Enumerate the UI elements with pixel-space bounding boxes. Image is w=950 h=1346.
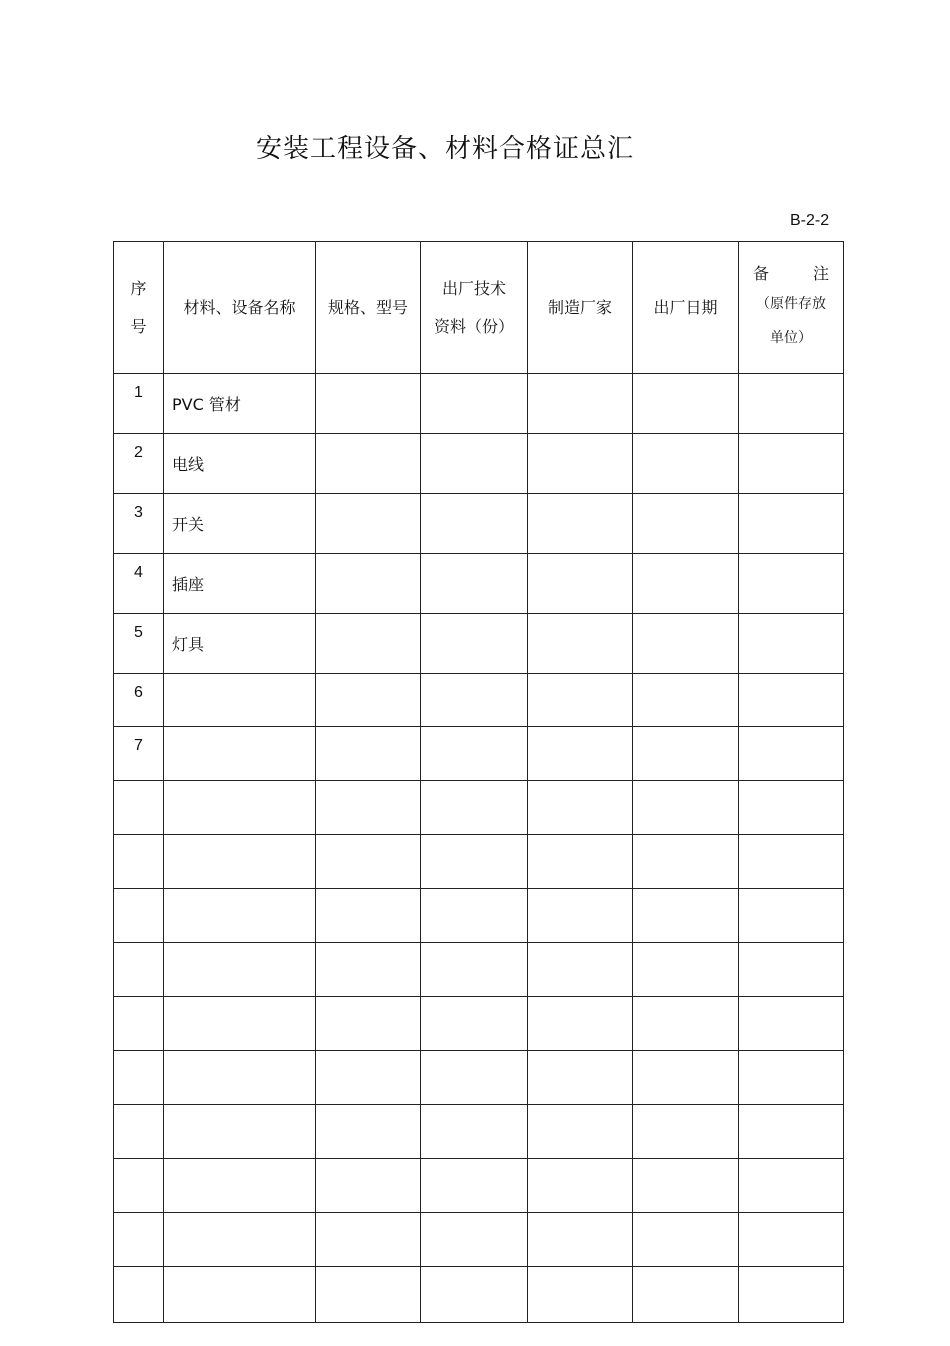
row-manufacturer (528, 1159, 633, 1213)
row-manufacturer (528, 943, 633, 997)
row-remarks (739, 781, 844, 835)
row-seq (114, 997, 164, 1051)
row-tech-docs (421, 889, 528, 943)
row-tech-docs (421, 1105, 528, 1159)
row-date (633, 997, 739, 1051)
row-spec (316, 1051, 421, 1105)
row-date (633, 674, 739, 727)
row-tech-docs (421, 434, 528, 494)
row-manufacturer (528, 1213, 633, 1267)
row-name (164, 674, 316, 727)
row-spec (316, 1213, 421, 1267)
row-date (633, 494, 739, 554)
row-tech-docs (421, 494, 528, 554)
row-spec (316, 781, 421, 835)
row-date (633, 781, 739, 835)
row-manufacturer (528, 781, 633, 835)
row-seq (114, 1213, 164, 1267)
row-date (633, 434, 739, 494)
row-tech-docs (421, 943, 528, 997)
row-seq (114, 781, 164, 835)
header-remarks-right: 注 (812, 263, 829, 283)
row-tech-docs (421, 554, 528, 614)
table-row (114, 494, 844, 554)
table-row (114, 727, 844, 781)
row-name (164, 781, 316, 835)
row-remarks (739, 1051, 844, 1105)
row-date (633, 889, 739, 943)
row-remarks (739, 889, 844, 943)
certificate-summary-table (113, 241, 844, 1323)
row-name: 电线 (164, 434, 316, 494)
header-seq (114, 242, 164, 374)
row-spec (316, 554, 421, 614)
row-name: PVC 管材 (164, 374, 316, 434)
header-remarks-sub1: （原件存放 (756, 295, 826, 312)
row-spec (316, 494, 421, 554)
header-spec: 规格、型号 (316, 242, 421, 374)
row-remarks (739, 835, 844, 889)
row-remarks (739, 1105, 844, 1159)
row-tech-docs (421, 1213, 528, 1267)
row-seq: 3 (114, 494, 164, 554)
table-row (114, 374, 844, 434)
row-remarks (739, 494, 844, 554)
table-row (114, 1051, 844, 1105)
row-name (164, 1213, 316, 1267)
table-row (114, 1105, 844, 1159)
table-row (114, 614, 844, 674)
row-spec (316, 997, 421, 1051)
row-name (164, 997, 316, 1051)
row-manufacturer (528, 554, 633, 614)
row-tech-docs (421, 835, 528, 889)
row-seq: 7 (114, 727, 164, 781)
header-seq-label: 序号 (130, 278, 147, 336)
row-spec (316, 434, 421, 494)
row-date (633, 943, 739, 997)
header-remarks-sub2: 单位） (770, 329, 812, 346)
row-tech-docs (421, 781, 528, 835)
row-remarks (739, 554, 844, 614)
row-date (633, 1267, 739, 1323)
table-row (114, 781, 844, 835)
header-tech-line1: 出厂技术 (441, 278, 506, 298)
row-manufacturer (528, 434, 633, 494)
row-name (164, 889, 316, 943)
row-manufacturer (528, 835, 633, 889)
row-name (164, 943, 316, 997)
row-tech-docs (421, 1267, 528, 1323)
header-tech-docs (421, 242, 528, 374)
row-date (633, 1105, 739, 1159)
row-name: 开关 (164, 494, 316, 554)
row-name: 插座 (164, 554, 316, 614)
table-row (114, 943, 844, 997)
table-row (114, 1159, 844, 1213)
row-seq (114, 1267, 164, 1323)
row-name: 灯具 (164, 614, 316, 674)
row-seq (114, 1159, 164, 1213)
row-tech-docs (421, 674, 528, 727)
row-spec (316, 835, 421, 889)
row-remarks (739, 1267, 844, 1323)
row-remarks (739, 674, 844, 727)
row-seq (114, 943, 164, 997)
row-name (164, 1159, 316, 1213)
row-remarks (739, 943, 844, 997)
row-remarks (739, 1159, 844, 1213)
row-spec (316, 614, 421, 674)
row-seq: 6 (114, 674, 164, 727)
row-remarks (739, 374, 844, 434)
row-remarks (739, 614, 844, 674)
row-seq: 5 (114, 614, 164, 674)
row-remarks (739, 434, 844, 494)
row-remarks (739, 1213, 844, 1267)
row-manufacturer (528, 1267, 633, 1323)
header-date: 出厂日期 (633, 242, 739, 374)
row-seq: 1 (114, 374, 164, 434)
row-manufacturer (528, 1051, 633, 1105)
row-tech-docs (421, 727, 528, 781)
row-name (164, 1267, 316, 1323)
row-seq: 4 (114, 554, 164, 614)
row-manufacturer (528, 997, 633, 1051)
row-seq (114, 1051, 164, 1105)
row-date (633, 554, 739, 614)
row-name (164, 835, 316, 889)
row-name (164, 1051, 316, 1105)
row-spec (316, 727, 421, 781)
row-date (633, 727, 739, 781)
row-spec (316, 943, 421, 997)
row-tech-docs (421, 614, 528, 674)
row-date (633, 1213, 739, 1267)
row-spec (316, 889, 421, 943)
page-title: 安装工程设备、材料合格证总汇 (255, 134, 634, 164)
row-date (633, 1051, 739, 1105)
row-remarks (739, 727, 844, 781)
header-name: 材料、设备名称 (164, 242, 316, 374)
table-row (114, 1267, 844, 1323)
row-manufacturer (528, 494, 633, 554)
row-manufacturer (528, 889, 633, 943)
row-name (164, 1105, 316, 1159)
table-row (114, 674, 844, 727)
table-row (114, 1213, 844, 1267)
row-spec (316, 1105, 421, 1159)
header-remarks (739, 242, 844, 374)
row-tech-docs (421, 997, 528, 1051)
table-row (114, 554, 844, 614)
header-row (114, 242, 844, 374)
row-date (633, 614, 739, 674)
header-remarks-left: 备 (753, 263, 770, 283)
row-seq (114, 1105, 164, 1159)
row-manufacturer (528, 614, 633, 674)
row-spec (316, 374, 421, 434)
table-row (114, 997, 844, 1051)
row-tech-docs (421, 1159, 528, 1213)
header-remarks-title (739, 261, 843, 287)
row-date (633, 1159, 739, 1213)
table-row (114, 434, 844, 494)
row-name (164, 727, 316, 781)
row-date (633, 374, 739, 434)
row-manufacturer (528, 727, 633, 781)
table-row (114, 835, 844, 889)
row-spec (316, 1159, 421, 1213)
row-seq: 2 (114, 434, 164, 494)
row-manufacturer (528, 674, 633, 727)
header-tech-line2: 资料（份） (433, 316, 514, 336)
row-manufacturer (528, 374, 633, 434)
row-remarks (739, 997, 844, 1051)
row-spec (316, 1267, 421, 1323)
row-manufacturer (528, 1105, 633, 1159)
row-seq (114, 835, 164, 889)
row-tech-docs (421, 1051, 528, 1105)
row-seq (114, 889, 164, 943)
header-manufacturer: 制造厂家 (528, 242, 633, 374)
row-date (633, 835, 739, 889)
row-tech-docs (421, 374, 528, 434)
table-row (114, 889, 844, 943)
form-code: B-2-2 (790, 212, 830, 229)
row-spec (316, 674, 421, 727)
